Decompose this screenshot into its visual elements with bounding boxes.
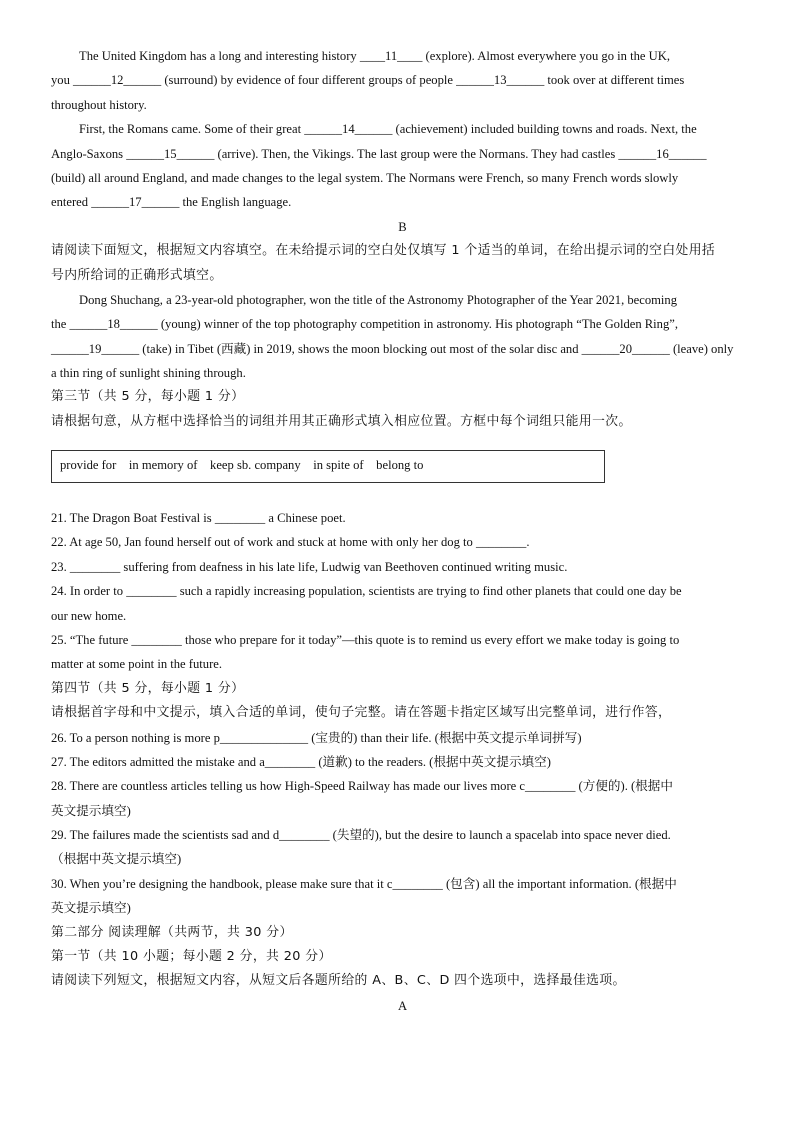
passage-a-line-7: entered ______17______ the English language. [51,195,292,210]
document-page [51,44,754,1013]
section-b-instruction-1: 请阅读下面短文，根据短文内容填空。在未给提示词的空白处仅填写 1 个适当的单词，在给出提示词的空白处用括 [51,243,716,259]
section-b-instruction-2: 号内所给词的正确形式填空。 [51,267,223,283]
word-box: provide for in memory of keep sb. company in spite of belong to [51,450,605,483]
question-23: 23. ________ suffering from deafness in his late life, Ludwig van Beethoven continued writing music. [51,559,568,574]
section-a-label: A [397,998,408,1013]
question-24-line-1: 24. In order to ________ such a rapidly increasing population, scientists are trying to find other planets that could one day be [51,584,682,599]
passage-a-line-6: (build) all around England, and made changes to the legal system. The Normans were French, so many French words slowly [51,170,679,185]
question-30-line-1: 30. When you’re designing the handbook, please make sure that it c________ (包含) all the important information. (根据中 [51,876,677,891]
question-30-line-2: 英文提示填空) [51,901,131,916]
question-25-line-1: 25. “The future ________ those who prepare for it today”—this quote is to remind us every effort we make today is going to [51,632,680,647]
part4-instruction: 请根据首字母和中文提示，填入合适的单词，使句子完整。请在答题卡指定区域写出完整单词，进行作答， [51,705,672,721]
passage-a-line-5: Anglo-Saxons ______15______ (arrive). Then, the Vikings. The last group were the Normans. They had castles ______16______ [51,146,707,161]
question-27: 27. The editors admitted the mistake and a________ (道歉) to the readers. (根据中英文提示填空) [51,754,551,769]
questions-block [51,506,754,1018]
reading-instruction: 请阅读下列短文，根据短文内容，从短文后各题所给的 A、B、C、D 四个选项中，选择最佳选项。 [51,973,626,989]
question-29-line-1: 29. The failures made the scientists sad and d________ (失望的), but the desire to launch a spacelab into space never died. [51,828,671,843]
question-26: 26. To a person nothing is more p______________ (宝贵的) than their life. (根据中英文提示单词拼写) [51,730,582,745]
question-28-line-1: 28. There are countless articles telling us how High-Speed Railway has made our lives more c________ (方便的). (根据中 [51,779,673,794]
question-21: 21. The Dragon Boat Festival is ________ a Chinese poet. [51,511,346,525]
passage-a-line-3: throughout history. [51,97,147,112]
passage-b-line-4: a thin ring of sunlight shining through. [51,366,246,381]
passage-a-line-2: you ______12______ (surround) by evidence of four different groups of people ______13______ took over at different times [51,73,685,88]
question-24-line-2: our new home. [51,608,127,623]
reading-heading: 第二部分 阅读理解（共两节，共 30 分） [51,924,293,940]
question-25-line-2: matter at some point in the future. [51,657,223,672]
passage-b-line-2: the ______18______ (young) winner of the top photography competition in astronomy. His photograph “The Golden Ring”, [51,317,679,332]
part3-instruction: 请根据句意，从方框中选择恰当的词组并用其正确形式填入相应位置。方框中每个词组只能用一次。 [51,413,632,429]
passage-b-line-1: Dong Shuchang, a 23-year-old photographer, won the title of the Astronomy Photographer of the Year 2021, becoming [79,292,678,307]
question-28-line-2: 英文提示填空) [51,803,131,818]
passage-b-line-3: ______19______ (take) in Tibet (西藏) in 2019, shows the moon blocking out most of the solar disc and ______20______ (leave) only [51,341,734,356]
part3-heading: 第三节（共 5 分，每小题 1 分） [51,389,245,405]
reading-section-1-heading: 第一节（共 10 小题；每小题 2 分，共 20 分） [51,949,332,965]
passage-a-line-4: First, the Romans came. Some of their great ______14______ (achievement) included building towns and roads. Next, the [79,122,697,137]
question-29-line-2: （根据中英文提示填空) [51,852,182,867]
question-22: 22. At age 50, Jan found herself out of work and stuck at home with only her dog to ________. [51,535,530,550]
section-b-label: B [398,219,407,234]
passage-a-line-1: The United Kingdom has a long and interesting history ____11____ (explore). Almost everywhere you go in the UK, [79,49,670,63]
part4-heading: 第四节（共 5 分，每小题 1 分） [51,680,245,696]
